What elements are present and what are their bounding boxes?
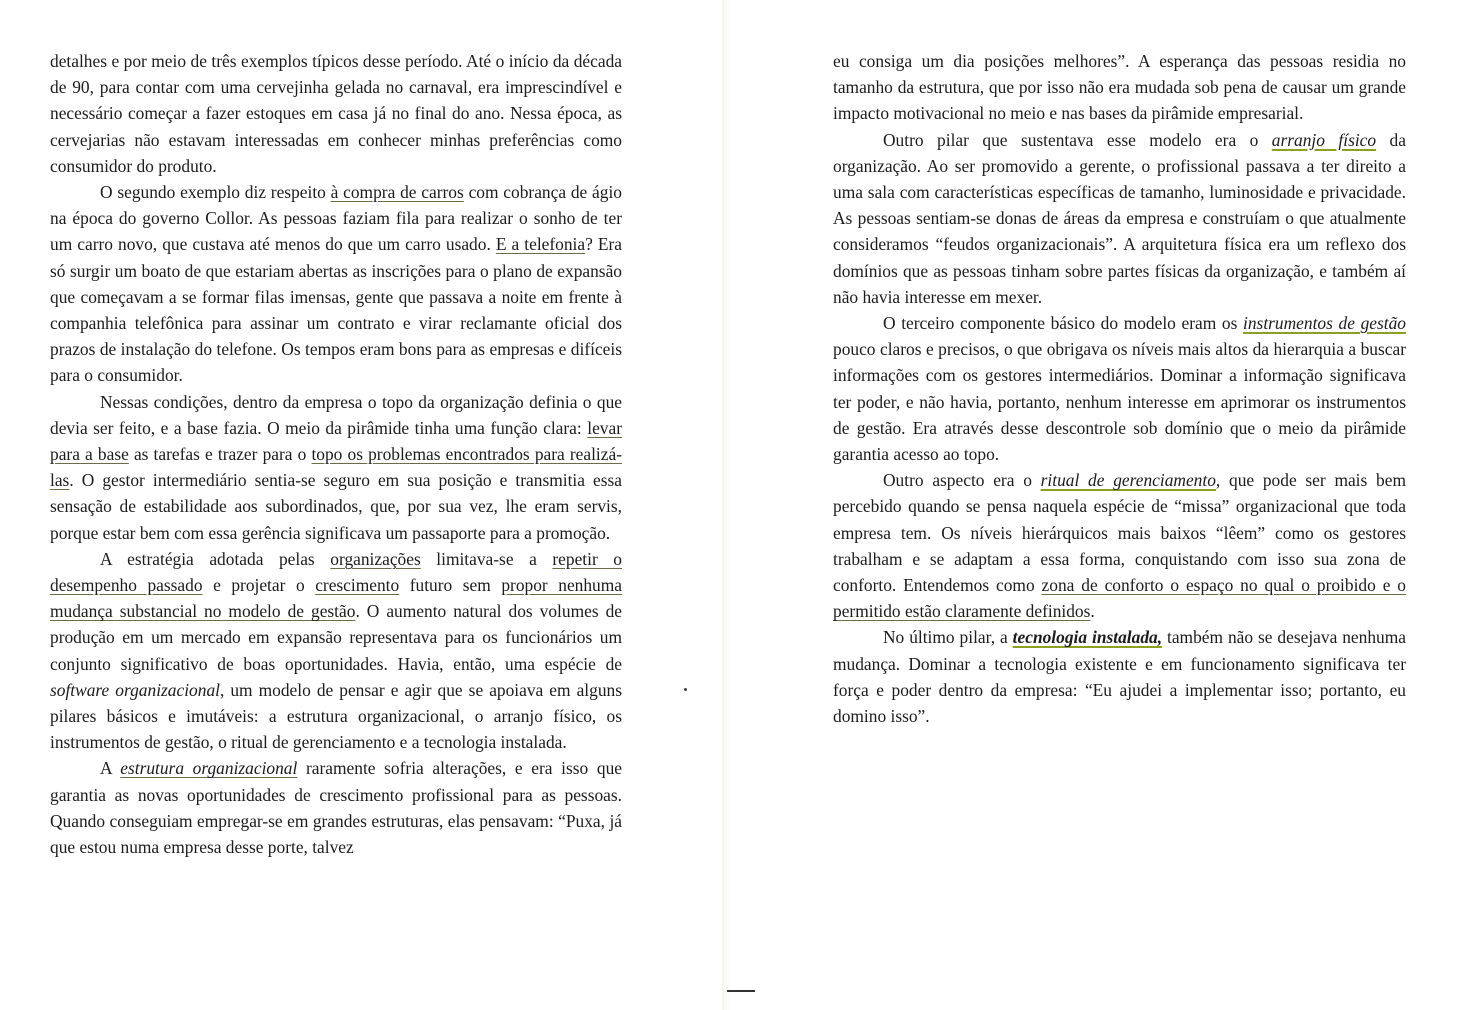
text-segment: A estratégia adotada pelas: [100, 548, 331, 569]
right-page: [833, 48, 1406, 729]
left-page: [50, 48, 622, 860]
underlined-phrase: zona de conforto o espaço no qual o proibido e o permitido estão claramente definidos: [833, 575, 1406, 622]
left-paragraph-1: detalhes e por meio de três exemplos típicos desse período. Até o início da década de 90, para contar com uma cervejinha gelada no carnaval, era imprescindível e necessário começar a fazer estoques em casa já no final do ano. Nessa época, as cervejarias não estavam interessadas em conhecer minhas preferências como consumidor do produto.: [50, 51, 622, 176]
underlined-phrase: repetir o desempenho passado: [50, 548, 623, 596]
text-segment: Outro aspecto era o: [883, 470, 1041, 491]
text-segment: limitava-se a: [420, 548, 553, 569]
text-segment: . O aumento natural dos volumes de produção em um mercado em expansão representava para os funcionários um conjunto significativo de boas oportunidades. Havia, então, uma espécie de: [50, 601, 622, 674]
highlighted-term: ritual de gerenciamento: [1040, 470, 1216, 491]
right-paragraph-2: [833, 127, 1406, 310]
text-segment: O segundo exemplo diz respeito: [100, 182, 331, 203]
left-paragraph-3: [50, 389, 622, 546]
text-segment: futuro sem: [399, 575, 502, 596]
left-paragraph-4: [50, 546, 622, 756]
text-segment: .: [1090, 601, 1095, 622]
underlined-phrase: propor nenhuma mudança substancial no modelo de gestão: [50, 575, 622, 622]
text-segment: pouco claros e precisos, o que obrigava os níveis mais altos da hierarquia a buscar informações com os gestores intermediários. Dominar a informação significava ter poder, e não havia, portanto, nenhum interesse em aprimorar os instrumentos de gestão. Era através desse descontrole sob domínio que o meio da pirâmide garantia acesso ao topo.: [833, 339, 1406, 465]
text-segment: Outro pilar que sustentava esse modelo era o: [883, 129, 1272, 150]
underlined-phrase: topo os problemas encontrados para realizá-las: [50, 444, 622, 491]
text-segment: da organização. Ao ser promovido a gerente, o profissional passava a ter direito a uma sala com características específicas de tamanho, luminosidade e privacidade. As pessoas sentiam-se donas de áreas da empresa e construíam o que atualmente consideramos “feudos organizacionais”. A arquitetura física era um reflexo dos domínios que as pessoas tinham sobre partes físicas da organização, e também aí não havia interesse em mexer.: [833, 129, 1406, 307]
highlighted-term: tecnologia instalada,: [1012, 627, 1163, 648]
text-segment: A: [100, 758, 121, 779]
text-segment: com cobrança de ágio na época do governo Collor. As pessoas faziam fila para realizar o sonho de ter um carro novo, que custava até menos do que um carro usado.: [50, 182, 622, 255]
text-segment: ? Era só surgir um boato de que estariam abertas as inscrições para o plano de expansão que começavam a se formar filas imensas, gente que passava a noite em frente à companhia telefônica para assinar um contrato e virar reclamante oficial dos prazos de instalação do telefone. Os tempos eram bons para as empresas e difíceis para o consumidor.: [50, 234, 623, 386]
text-segment: Nessas condições, dentro da empresa o topo da organização definia o que devia ser feito, e a base fazia. O meio da pirâmide tinha uma função clara:: [50, 391, 622, 438]
underlined-phrase: crescimento: [315, 575, 400, 596]
margin-dot: [684, 688, 687, 691]
right-paragraph-4: [833, 467, 1406, 624]
text-segment: raramente sofria alterações, e era isso que garantia as novas oportunidades de crescimento profissional para as pessoas. Quando conseguiam empregar-se em grandes estruturas, elas pensavam: “Puxa, já que estou numa empresa desse porte, talvez: [50, 758, 622, 858]
italic-term: software organizacional: [50, 679, 220, 700]
text-segment: as tarefas e trazer para o: [128, 444, 312, 465]
right-paragraph-5: [833, 624, 1406, 729]
underlined-phrase: organizações: [330, 548, 421, 569]
italic-underlined-term: estrutura organizacional: [120, 758, 298, 779]
highlighted-term: instrumentos de gestão: [1243, 313, 1406, 334]
left-paragraph-2: [50, 179, 622, 389]
highlighted-term: arranjo físico: [1271, 129, 1377, 150]
text-segment: O terceiro componente básico do modelo eram os: [883, 313, 1244, 334]
book-gutter: [722, 0, 730, 1010]
gutter-mark: [727, 990, 755, 992]
underlined-phrase: à compra de carros: [330, 182, 464, 203]
underlined-phrase: levar para a base: [50, 417, 622, 465]
left-paragraph-5: [50, 755, 622, 860]
text-segment: . O gestor intermediário sentia-se seguro em sua posição e transmitia essa sensação de estabilidade aos subordinados, que, por sua vez, lhe eram servis, porque estar bem com essa gerência significava um passaporte para a promoção.: [50, 470, 622, 543]
text-segment: , um modelo de pensar e agir que se apoiava em alguns pilares básicos e imutáveis: a estrutura organizacional, o arranjo físico, os instrumentos de gestão, o ritual de gerenciamento e a tecnologia instalada.: [50, 679, 622, 753]
right-paragraph-3: [833, 310, 1406, 467]
text-segment: também não se desejava nenhuma mudança. Dominar a tecnologia existente e em funcionamento significava ter força e poder dentro da empresa: “Eu ajudei a implementar isso; portanto, eu domino isso”.: [833, 627, 1406, 727]
underlined-phrase: E a telefonia: [495, 234, 586, 255]
text-segment: , que pode ser mais bem percebido quando se pensa naquela espécie de “missa” organizacional que toda empresa tem. Os níveis hierárquicos mais baixos “lêem” como os gestores trabalham e se adaptam a essa forma, conquistando com isso sua zona de conforto. Entendemos como: [833, 470, 1406, 596]
right-paragraph-1: eu consiga um dia posições melhores”. A esperança das pessoas residia no tamanho da estrutura, que por isso não era mudada sob pena de causar um grande impacto motivacional no meio e nas bases da pirâmide empresarial.: [833, 51, 1406, 124]
text-segment: e projetar o: [202, 575, 316, 596]
text-segment: No último pilar, a: [883, 627, 1013, 648]
